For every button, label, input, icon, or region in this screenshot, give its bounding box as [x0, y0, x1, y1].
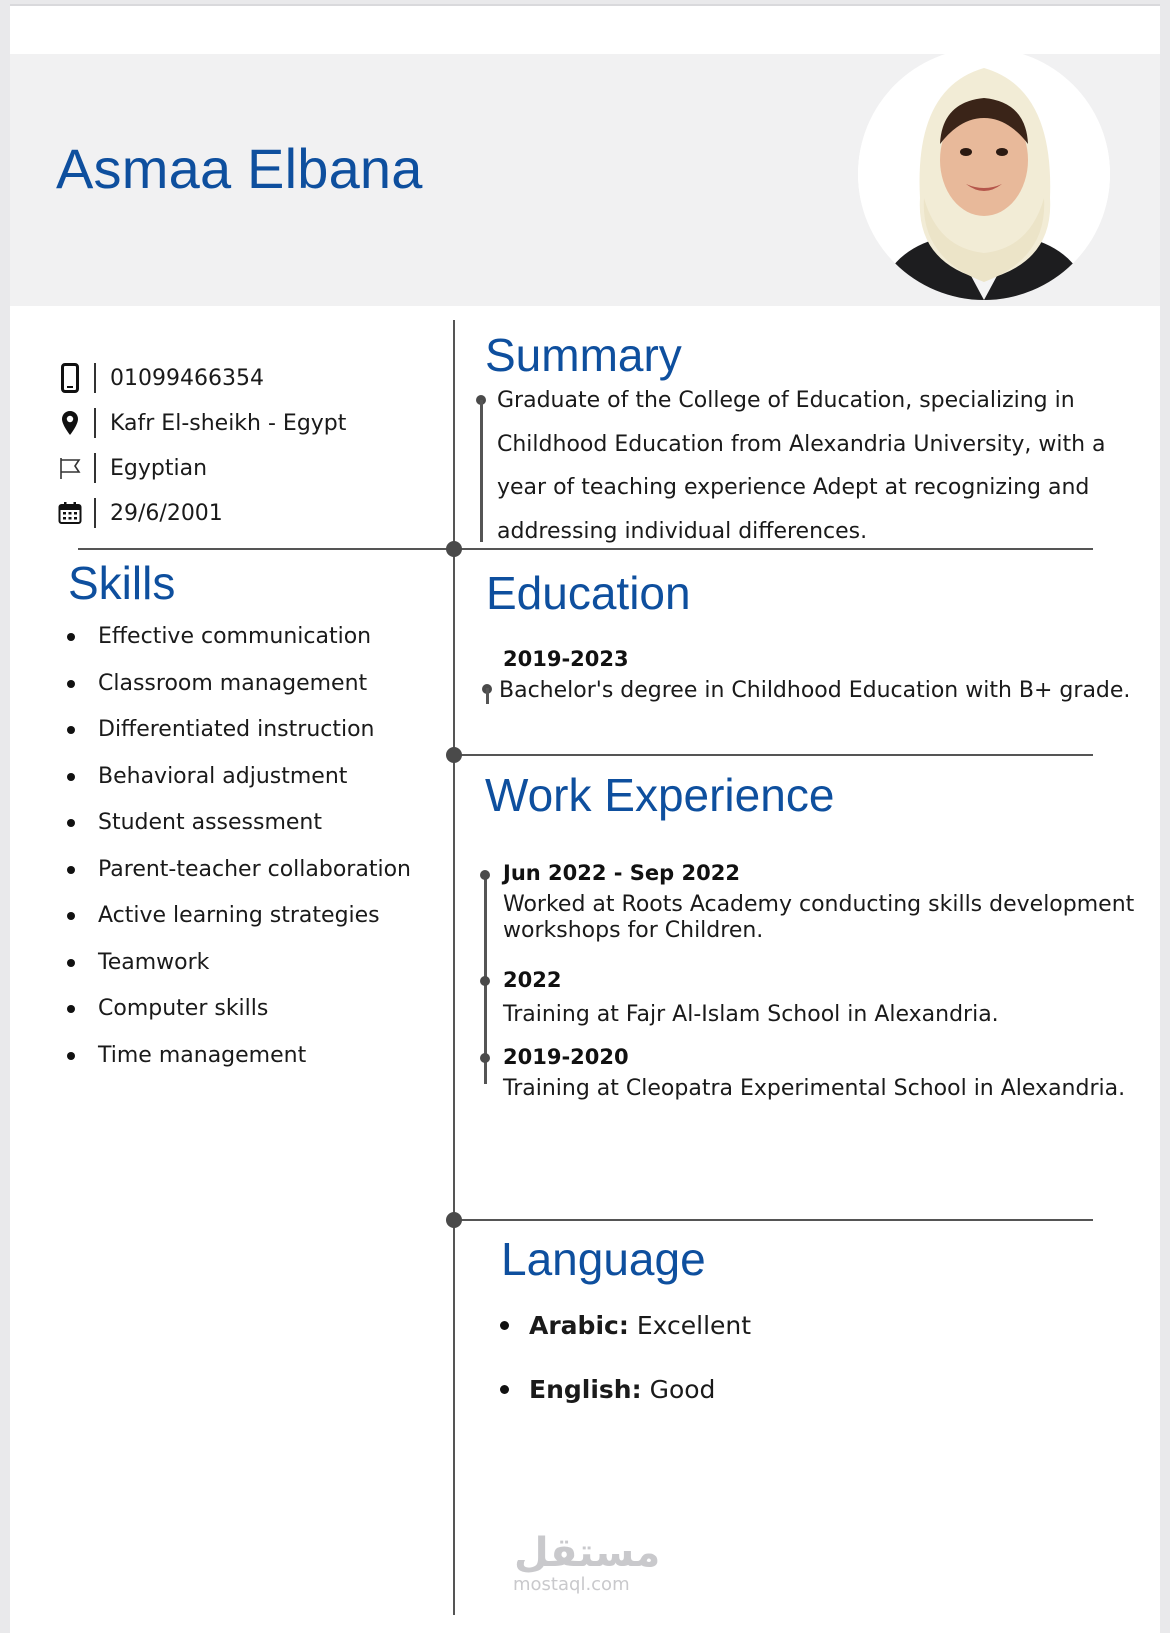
- skill-item: Effective communication: [56, 622, 411, 669]
- watermark-site: mostaql.com: [513, 1574, 630, 1595]
- work-description-line: Training at Cleopatra Experimental School in Alexandria.: [503, 1076, 1126, 1101]
- timeline-pin: [480, 1053, 490, 1063]
- timeline-stem: [486, 688, 489, 704]
- timeline-pin: [480, 976, 490, 986]
- contact-divider: [94, 453, 96, 483]
- contact-location: [56, 405, 346, 441]
- location-pin-icon: [56, 407, 84, 439]
- language-item: [500, 1375, 715, 1404]
- language-name: English:: [529, 1375, 642, 1404]
- work-description-line: Worked at Roots Academy conducting skills development: [503, 892, 1135, 917]
- timeline-node: [446, 747, 462, 763]
- watermark-logo: مستقل: [514, 1530, 661, 1576]
- timeline-stem: [480, 400, 483, 542]
- skill-item: Time management: [56, 1041, 411, 1088]
- work-period: 2019-2020: [503, 1045, 629, 1069]
- phone-icon: [56, 362, 84, 394]
- contact-birthdate: [56, 495, 223, 531]
- work-description-line: Training at Fajr Al-Islam School in Alexandria.: [503, 1002, 999, 1027]
- summary-line: Childhood Education from Alexandria University, with a: [497, 431, 1106, 457]
- flag-icon: [56, 452, 84, 484]
- timeline-node: [446, 541, 462, 557]
- location-text: Kafr El-sheikh - Egypt: [110, 410, 347, 436]
- skill-item: Active learning strategies: [56, 901, 411, 948]
- summary-line: Graduate of the College of Education, specializing in: [497, 388, 1075, 413]
- candidate-name: Asmaa Elbana: [56, 137, 423, 200]
- language-level: Good: [649, 1375, 716, 1404]
- education-years: 2019-2023: [503, 647, 629, 671]
- skills-heading: Skills: [68, 557, 176, 609]
- contact-divider: [94, 498, 96, 528]
- work-period: Jun 2022 - Sep 2022: [503, 861, 740, 885]
- skill-item: Differentiated instruction: [56, 715, 411, 762]
- summary-heading: Summary: [485, 329, 682, 381]
- birthdate-text: 29/6/2001: [110, 500, 223, 526]
- work-description: [503, 1076, 1125, 1102]
- skill-item: Teamwork: [56, 948, 411, 995]
- calendar-icon: [56, 497, 84, 529]
- nationality-text: Egyptian: [110, 455, 208, 481]
- timeline-vertical-line: [453, 320, 455, 1615]
- profile-photo-illustration: [858, 48, 1110, 300]
- skill-item: Student assessment: [56, 808, 411, 855]
- phone-number: 01099466354: [110, 365, 264, 391]
- profile-photo: [858, 48, 1110, 300]
- skill-item: Classroom management: [56, 669, 411, 716]
- timeline-pin: [480, 870, 490, 880]
- contact-divider: [94, 408, 96, 438]
- language-item: [500, 1311, 751, 1340]
- language-heading: Language: [501, 1233, 706, 1285]
- summary-text: [497, 379, 1147, 553]
- education-description: Bachelor's degree in Childhood Education with B+ grade.: [499, 678, 1131, 703]
- work-description: [503, 1002, 999, 1028]
- contact-divider: [94, 363, 96, 393]
- skills-list: [56, 622, 411, 1087]
- summary-line: addressing individual differences.: [497, 518, 868, 544]
- contact-nationality: [56, 450, 207, 486]
- summary-line: year of teaching experience Adept at recognizing and: [497, 475, 1090, 500]
- divider-work-language: [453, 1219, 1093, 1221]
- work-description: [503, 892, 1134, 944]
- timeline-node: [446, 1212, 462, 1228]
- bullet: [500, 1321, 509, 1330]
- bullet: [500, 1385, 509, 1394]
- language-name: Arabic:: [529, 1311, 629, 1340]
- language-level: Excellent: [636, 1311, 752, 1340]
- divider-education-work: [453, 754, 1093, 756]
- skill-item: Computer skills: [56, 994, 411, 1041]
- work-heading: Work Experience: [485, 769, 835, 821]
- contact-phone: [56, 360, 264, 396]
- skill-item: Parent-teacher collaboration: [56, 855, 411, 902]
- work-period: 2022: [503, 968, 562, 992]
- education-heading: Education: [486, 567, 691, 619]
- work-description-line: workshops for Children.: [503, 918, 764, 943]
- skill-item: Behavioral adjustment: [56, 762, 411, 809]
